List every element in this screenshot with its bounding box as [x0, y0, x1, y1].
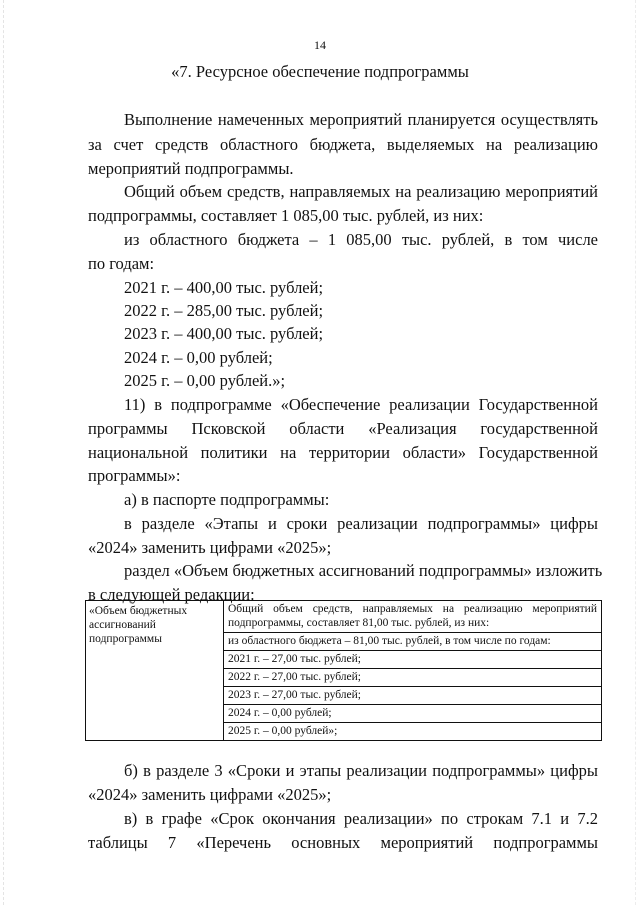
year-line: 2024 г. – 0,00 рублей; — [124, 348, 273, 367]
budget-table-row: из областного бюджета – 81,00 тыс. рублей, в том числе по годам: — [224, 633, 601, 651]
paragraph-line: раздел «Объем бюджетных ассигнований подпрограммы» изложить — [124, 561, 603, 580]
budget-table-row: 2025 г. – 0,00 рублей»; — [228, 725, 338, 737]
paragraph-line: программы Псковской области «Реализация государственной — [88, 419, 598, 438]
section-heading: «7. Ресурсное обеспечение подпрограммы — [171, 62, 469, 81]
budget-table-label: «Объем бюджетных ассигнований подпрограммы — [86, 601, 224, 741]
paragraph-line: за счет средств областного бюджета, выделяемых на реализацию — [88, 135, 598, 154]
paragraph-line: в) в графе «Срок окончания реализации» по строкам 7.1 и 7.2 — [124, 809, 598, 828]
paragraph-line: 11) в подпрограмме «Обеспечение реализации Государственной — [124, 395, 598, 414]
paragraph-line: национальной политики на территории области» Государственной — [88, 443, 598, 462]
paragraph-line: в разделе «Этапы и сроки реализации подпрограммы» цифры — [124, 514, 598, 533]
paragraph-line: «2024» заменить цифрами «2025»; — [88, 538, 332, 557]
paragraph-line: подпрограммы, составляет 1 085,00 тыс. рублей, из них: — [88, 206, 484, 225]
paragraph-line: мероприятий подпрограммы. — [88, 159, 294, 178]
year-line: 2021 г. – 400,00 тыс. рублей; — [124, 278, 324, 297]
budget-table-row: 2021 г. – 27,00 тыс. рублей; — [224, 651, 601, 669]
year-line: 2022 г. – 285,00 тыс. рублей; — [124, 301, 324, 320]
year-line: 2023 г. – 400,00 тыс. рублей; — [124, 324, 324, 343]
paragraph-line: по годам: — [88, 254, 155, 273]
paragraph-line: таблицы 7 «Перечень основных мероприятий подпрограммы — [88, 833, 598, 852]
paragraph-line: б) в разделе 3 «Сроки и этапы реализации подпрограммы» цифры — [124, 761, 598, 780]
paragraph-line: из областного бюджета – 1 085,00 тыс. рублей, в том числе — [124, 230, 598, 249]
scan-edge-left — [3, 0, 5, 905]
paragraph-line: «2024» заменить цифрами «2025»; — [88, 785, 332, 804]
budget-table — [85, 600, 602, 741]
paragraph-line: Выполнение намеченных мероприятий планируется осуществлять — [124, 110, 598, 129]
paragraph-line: программы»: — [88, 466, 181, 485]
paragraph-line: а) в паспорте подпрограммы: — [124, 490, 330, 509]
budget-table-row: 2022 г. – 27,00 тыс. рублей; — [224, 669, 601, 687]
scan-edge-right — [635, 0, 637, 905]
year-line: 2025 г. – 0,00 рублей.»; — [124, 371, 286, 390]
budget-table-row: 2024 г. – 0,00 рублей; — [224, 705, 601, 723]
page-number: 14 — [314, 38, 326, 52]
paragraph-line: Общий объем средств, направляемых на реализацию мероприятий — [124, 182, 598, 201]
budget-table-row: 2023 г. – 27,00 тыс. рублей; — [224, 687, 601, 705]
budget-table-content — [224, 601, 602, 741]
paragraph-line: в следующей редакции: — [88, 585, 255, 604]
budget-table-row: Общий объем средств, направляемых на реализацию мероприятий подпрограммы, составляет 81,00 тыс. рублей, из них: — [224, 601, 601, 633]
